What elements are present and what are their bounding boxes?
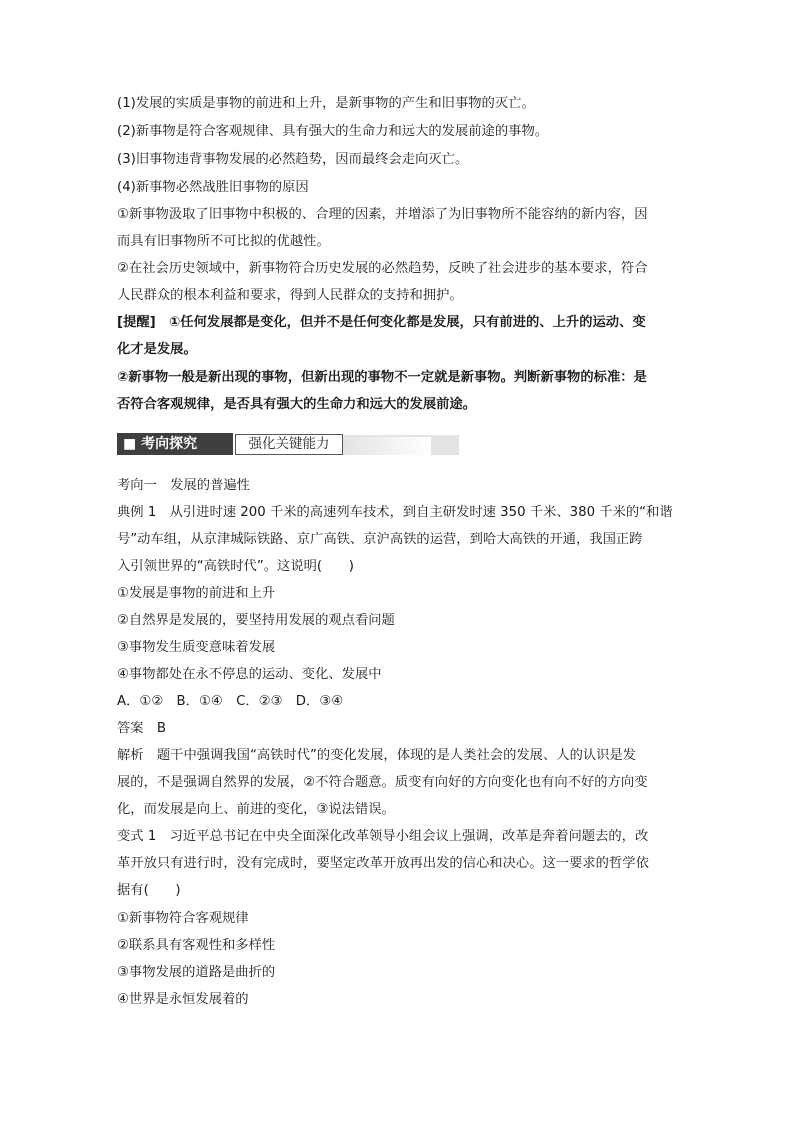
text-line: 典例 1 从引进时速 200 千米的高速列车技术，到自主研发时速 350 千米、380 千米的“和谐 (117, 505, 673, 520)
option-line: ②联系具有客观性和多样性 (117, 938, 276, 953)
option-line: ①新事物符合客观规律 (117, 911, 249, 926)
option-line: ④事物都处在永不停息的运动、变化、发展中 (117, 667, 382, 682)
text-line: (1)发展的实质是事物的前进和上升，是新事物的产生和旧事物的灭亡。 (117, 96, 535, 111)
option-line: ④世界是永恒发展着的 (117, 992, 249, 1007)
reminder-line: [提醒] ①任何发展都是变化，但并不是任何变化都是发展，只有前进的、上升的运动、变 (117, 315, 646, 330)
option-line: ③事物发生质变意味着发展 (117, 640, 276, 655)
option-line: ③事物发展的道路是曲折的 (117, 965, 276, 980)
banner-fade (343, 437, 431, 455)
text-line: 入引领世界的“高铁时代”。这说明( ) (117, 559, 354, 574)
text-line: (2)新事物是符合客观规律、具有强大的生命力和远大的发展前途的事物。 (117, 124, 549, 139)
text-line: (4)新事物必然战胜旧事物的原因 (117, 180, 309, 195)
text-line: 人民群众的根本利益和要求，得到人民群众的支持和拥护。 (117, 288, 463, 303)
reminder-line: 否符合客观规律，是否具有强大的生命力和远大的发展前途。 (117, 397, 477, 412)
text-line: ①新事物汲取了旧事物中积极的、合理的因素，并增添了为旧事物所不能容纳的新内容，因 (117, 207, 648, 222)
analysis-line: 化，而发展是向上、前进的变化，③说法错误。 (117, 802, 395, 817)
section-banner (117, 433, 431, 457)
text-line: (3)旧事物违背事物发展的必然趋势，因而最终会走向灭亡。 (117, 152, 469, 167)
reminder-line: 化才是发展。 (117, 342, 197, 357)
analysis-line: 解析 题干中强调我国“高铁时代”的变化发展，体现的是人类社会的发展、人的认识是发 (117, 748, 637, 763)
text-line: 据有( ) (117, 883, 181, 898)
choices-line: A．①② B．①④ C．②③ D．③④ (117, 694, 344, 709)
text-line: ②在社会历史领域中，新事物符合历史发展的必然趋势，反映了社会进步的基本要求，符合 (117, 261, 648, 276)
text-line: 革开放只有进行时，没有完成时，要坚定改革开放再出发的信心和决心。这一要求的哲学依 (117, 856, 649, 871)
text-line: 而具有旧事物所不可比拟的优越性。 (117, 234, 330, 249)
option-line: ①发展是事物的前进和上升 (117, 586, 276, 601)
reminder-line: ②新事物一般是新出现的事物，但新出现的事物不一定就是新事物。判断新事物的标准：是 (117, 370, 647, 385)
analysis-line: 展的，不是强调自然界的发展，②不符合题意。质变有向好的方向变化也有向不好的方向变 (117, 775, 648, 790)
option-line: ②自然界是发展的，要坚持用发展的观点看问题 (117, 613, 395, 628)
text-line: 号”动车组，从京津城际铁路、京广高铁、京沪高铁的运营，到哈大高铁的开通，我国正跨 (117, 532, 643, 547)
text-line: 变式 1 习近平总书记在中央全面深化改革领导小组会议上强调，改革是奔着问题去的，改 (117, 829, 649, 844)
answer-line: 答案 B (117, 721, 167, 736)
banner-sub: 强化关键能力 (235, 434, 343, 455)
section-heading: 考向一 发展的普遍性 (117, 478, 250, 493)
banner-label: ■ 考向探究 (117, 433, 233, 455)
